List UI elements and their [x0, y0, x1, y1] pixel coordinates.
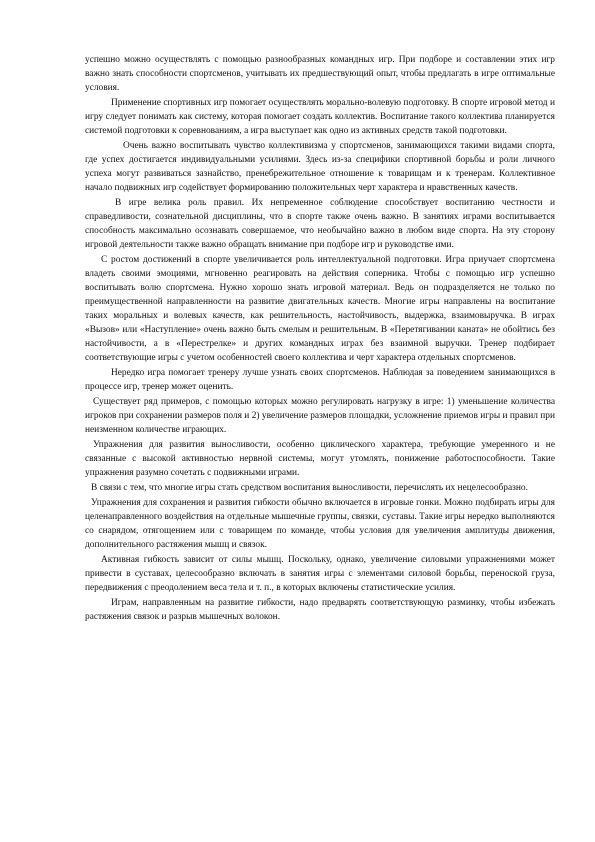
document-page [85, 53, 555, 625]
paragraph-moral-volitional: Применение спортивных игр помогает осуществлять морально-волевую подготовку. В спорте игровой метод и игру следует понимать как систему, которая помогает создать коллектив. Воспитание такого коллектива планируется системой подготовки к соревнованиям, а игра выступает как одно из активных средств такой подготовки. [85, 98, 555, 136]
paragraph-endurance-games: В связи с тем, что многие игры стать средством воспитания выносливости, перечислять их нецелесообразно. [91, 483, 528, 493]
paragraph-endurance: Упражнения для развития выносливости, особенно циклического характера, требующие умеренного и не связанные с высокой активностью нервной системы, могут утомлять, понижение работоспособности. Такие упражнения разумно сочетать с подвижными играми. [85, 440, 555, 478]
paragraph-rules: В игре велика роль правил. Их непременное соблюдение способствует воспитанию честности и справедливости, сознательной дисциплины, что в спорте также очень важно. В занятиях играми воспитывается способность максимально осознавать совершаемое, что необычайно важно в любом виде спорта. На эту сторону игровой деятельности также важно обращать внимание при подборе игр и руководстве ими. [85, 198, 555, 250]
paragraph-intellectual: С ростом достижений в спорте увеличивается роль интеллектуальной подготовки. Игра приучает спортсмена владеть своими эмоциями, мгновенно реагировать на действия соперника. Чтобы с помощью игр успешно воспитывать волю спортсмена. Нужно хорошо знать игровой материал. Ведь он подразделяется не только по преимущественной направленности на развитие двигательных качеств. Многие игры направлены на воспитание таких моральных и волевых качеств, как решительность, настойчивость, выдержка, взаимовыручка. В играх «Вызов» или «Наступление» очень важно быть смелым и решительным. В «Перетягивании каната» не обойтись без настойчивости, а в «Перестрелке» и других командных играх без взаимной выручки. Тренер подбирает соответствующие игры с учетом особенностей своего коллектива и черт характера отдельных спортсменов. [85, 255, 555, 363]
paragraph-flexibility: Упражнения для сохранения и развития гибкости обычно включается в игровые гонки. Можно подбирать игры для целенаправленного воздействия на отдельные мышечные группы, связки, суставы. Такие игры нередко выполняются со снарядом, отягощением или с товарищем по команде, чтобы условия для увеличения амплитуды движения, дополнительного растяжения мышц и связок. [85, 498, 555, 550]
paragraph-active-flexibility: Активная гибкость зависит от силы мышц. Поскольку, однако, увеличение силовыми упражнениями может привести в суставах, целесообразно включать в занятия игры с элементами силовой борьбы, переноской груза, передвижения с преодолением веса тела и т. п., в которых включены статистические усилия. [85, 555, 555, 593]
paragraph-load-regulation: Существует ряд примеров, с помощью которых можно регулировать нагрузку в игре: 1) уменьшение количества игроков при сохранении размеров поля и 2) увеличение размеров площадки, усложнение приемов игры и правил при неизменном количестве играющих. [85, 397, 555, 435]
paragraph-coach-observation: Нередко игра помогает тренеру лучше узнать своих спортсменов. Наблюдая за поведением занимающихся в процессе игр, тренер может оценить. [85, 368, 555, 392]
paragraph-warmup: Играм, направленным на развитие гибкости, надо предварять соответствующую разминку, чтобы избежать растяжения связок и разрыв мышечных волокон. [85, 598, 555, 622]
paragraph-collectivism: Очень важно воспитывать чувство коллективизма у спортсменов, занимающихся такими видами спорта, где успех достигается индивидуальными усилиями. Здесь из-за специфики спортивной борьбы и роли личного успеха могут развиваться зазнайство, пренебрежительное отношение к товарищам и к тренерам. Коллективное начало подвижных игр содействует формированию положительных черт характера и нравственных качеств. [85, 141, 555, 193]
paragraph-team-games: успешно можно осуществлять с помощью разнообразных командных игр. При подборе и составлении этих игр важно знать способности спортсменов, учитывать их предшествующий опыт, чтобы предлагать в игре оптимальные условия. [85, 55, 555, 93]
